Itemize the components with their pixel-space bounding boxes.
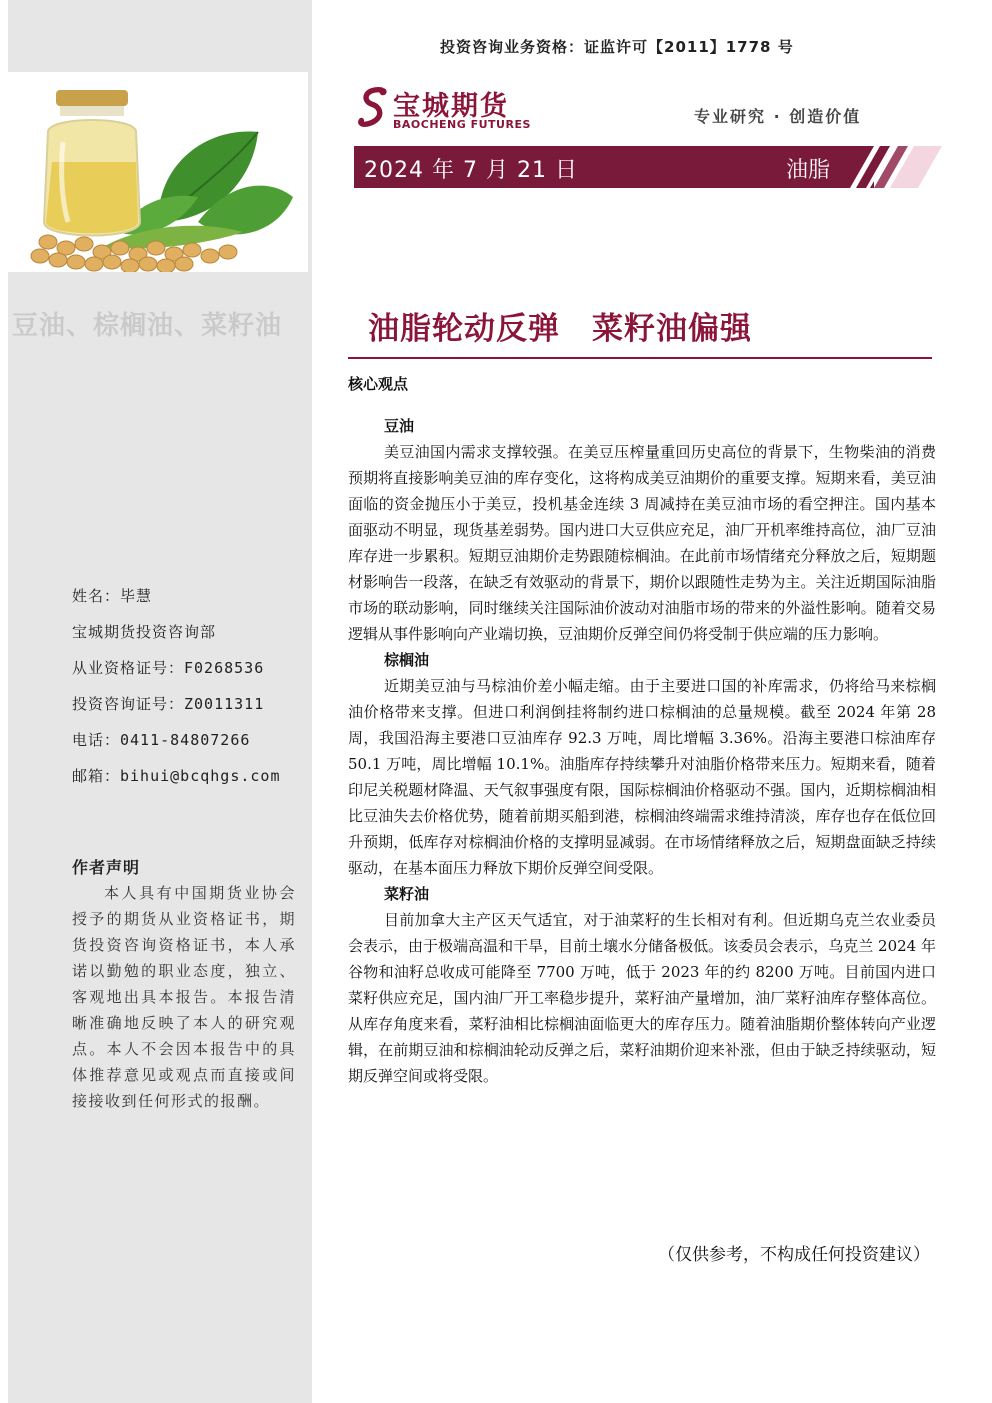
author-email[interactable]: 邮箱：bihui@bcqhgs.com: [72, 767, 281, 785]
statement-title: 作者声明: [72, 858, 141, 877]
section-soybean-oil: [348, 413, 936, 647]
baocheng-logo-icon: [356, 84, 392, 130]
section-heading: 菜籽油: [384, 885, 430, 903]
banner-stripes-decoration: [850, 146, 942, 188]
author-name: 姓名：毕慧: [72, 587, 153, 605]
report-date: 2024 年 7 月 21 日: [364, 158, 578, 183]
report-title: 油脂轮动反弹 菜籽油偏强: [368, 311, 752, 347]
disclaimer: （仅供参考，不构成任何投资建议）: [658, 1245, 930, 1265]
report-category: 油脂: [786, 158, 831, 183]
report-content: [348, 413, 936, 1089]
logo-text-cn: 宝城期货: [393, 91, 509, 122]
author-consult-cert: 投资咨询证号：Z0011311: [72, 695, 265, 713]
soybean-oil-illustration: [8, 72, 308, 272]
sidebar-topic: 豆油、棕榈油、菜籽油: [12, 311, 283, 341]
author-info: [72, 585, 281, 801]
slogan: 专业研究 · 创造价值: [694, 107, 862, 126]
title-divider: [348, 357, 932, 359]
section-heading: 棕榈油: [384, 651, 430, 669]
section-body: 目前加拿大主产区天气适宜，对于油菜籽的生长相对有利。但近期乌克兰农业委员会表示，由于极端高温和干旱，目前土壤水分储备极低。该委员会表示，乌克兰 2024 年谷物和油籽总收成可能降至 7700 万吨，低于 2023 年的约 8200 万吨。目前国内进口菜籽供应充足，国内油厂开工率稳步提升，菜籽油产量增加，油厂菜籽油库存整体高位。从库存角度来看，菜籽油相比棕榈油面临更大的库存压力。随着油脂期价整体转向产业逻辑，在前期豆油和棕榈油轮动反弹之后，菜籽油期价迎来补涨，但由于缺乏持续驱动，短期反弹空间或将受限。: [348, 911, 936, 1085]
section-heading: 豆油: [384, 417, 415, 435]
author-dept: 宝城期货投资咨询部: [72, 623, 217, 641]
section-body: 近期美豆油与马棕油价差小幅走缩。由于主要进口国的补库需求，仍将给马来棕榈油价格带来支撑。但进口利润倒挂将制约进口棕榈油的总量规模。截至 2024 年第 28 周，我国沿海主要港口豆油库存 92.3 万吨，周比增幅 3.36%。沿海主要港口棕油库存 50.1 万吨，周比增幅 10.1%。油脂库存持续攀升对油脂价格带来压力。短期来看，随着印尼关税题材降温、天气叙事强度有限，国际棕榈油价格驱动不强。国内，近期棕榈油相比豆油失去价格优势，随着前期买船到港，棕榈油终端需求维持清淡，库存也存在低位回升预期，低库存对棕榈油价格的支撑明显减弱。在市场情绪释放之后，短期盘面缺乏持续驱动，在基本面压力释放下期价反弹空间受限。: [348, 677, 936, 877]
license-line: 投资咨询业务资格：证监许可【2011】1778 号: [440, 38, 794, 56]
author-phone: 电话：0411-84807266: [72, 731, 251, 749]
section-rapeseed-oil: [348, 881, 936, 1089]
section-palm-oil: [348, 647, 936, 881]
statement-body: 本人具有中国期货业协会授予的期货从业资格证书，期货投资咨询资格证书，本人承诺以勤勉的职业态度，独立、客观地出具本报告。本报告清晰准确地反映了本人的研究观点。本人不会因本报告中的具体推荐意见或观点而直接或间接接收到任何形式的报酬。: [72, 884, 296, 1110]
section-body: 美豆油国内需求支撑较强。在美豆压榨量重回历史高位的背景下，生物柴油的消费预期将直接影响美豆油的库存变化，这将构成美豆油期价的重要支撑。短期来看，美豆油面临的资金抛压小于美豆，投机基金连续 3 周减持在美豆油市场的看空押注。国内基本面驱动不明显，现货基差弱势。国内进口大豆供应充足，油厂开机率维持高位，油厂豆油库存进一步累积。短期豆油期价走势跟随棕榈油。在此前市场情绪充分释放之后，短期题材影响告一段落，在缺乏有效驱动的背景下，期价以跟随性走势为主。关注近期国际油脂市场的联动影响，同时继续关注国际油价波动对油脂市场的带来的外溢性影响。随着交易逻辑从事件影响向产业端切换，豆油期价反弹空间仍将受制于供应端的压力影响。: [348, 443, 936, 643]
author-qualification: 从业资格证号：F0268536: [72, 659, 265, 677]
logo-text-en: BAOCHENG FUTURES: [393, 118, 531, 131]
soybean-oil-image: [8, 72, 308, 272]
core-view-label: 核心观点: [348, 375, 409, 393]
